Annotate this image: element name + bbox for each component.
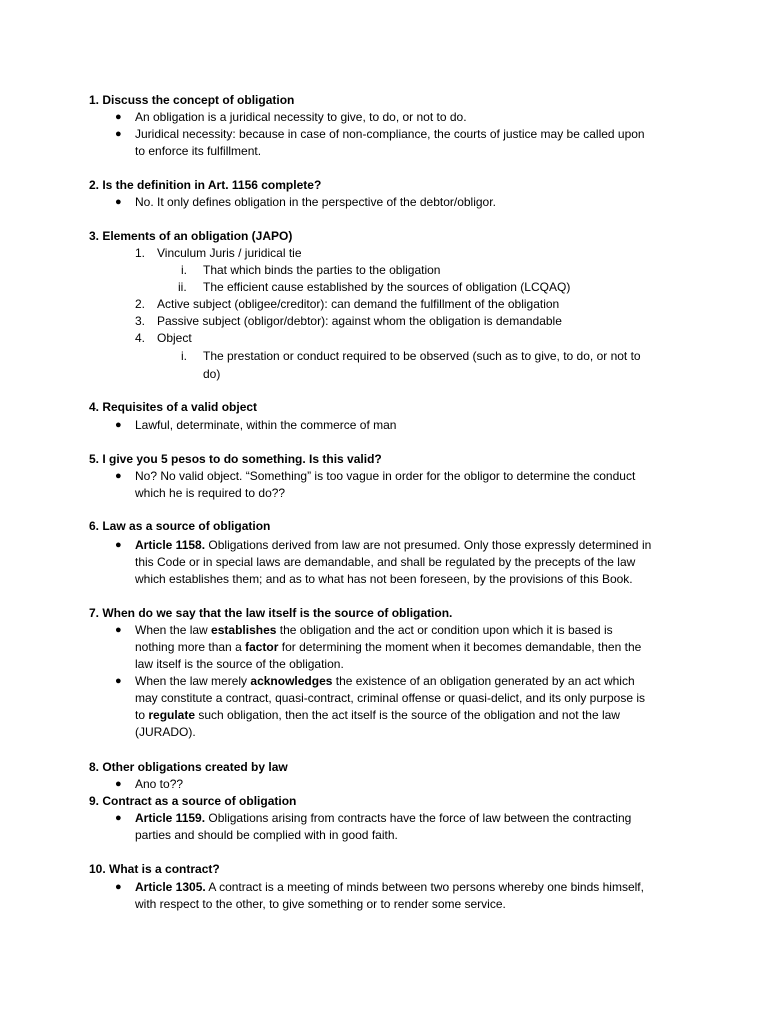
bold-term: acknowledges (250, 674, 333, 688)
text-run: to (135, 708, 149, 722)
s10-bullet-1-line-1 (135, 879, 644, 896)
bullet-icon: ● (115, 470, 122, 482)
s1-bullet-2-line-1: Juridical necessity: because in case of non-compliance, the courts of justice may be called upon (135, 127, 645, 141)
s1-bullet-2-line-2: to enforce its fulfillment. (135, 144, 262, 158)
list-roman: i. (181, 263, 187, 277)
s7-bullet-2-line-4: (JURADO). (135, 725, 196, 739)
bullet-icon: ● (115, 539, 122, 551)
list-number: 2. (135, 297, 146, 311)
bold-term: factor (245, 640, 279, 654)
s7-bullet-1-line-1 (135, 622, 613, 639)
heading-1: 1. Discuss the concept of obligation (89, 93, 295, 107)
heading-5: 5. I give you 5 pesos to do something. Is this valid? (89, 452, 382, 466)
heading-8: 8. Other obligations created by law (89, 760, 288, 774)
s6-bullet-1-line-2: this Code or in special laws are demandable, and shall be regulated by the precepts of the law (135, 555, 636, 569)
article-text: Obligations derived from law are not presumed. Only those expressly determined in (205, 538, 652, 552)
heading-6: 6. Law as a source of obligation (89, 519, 271, 533)
bold-term: establishes (211, 623, 277, 637)
heading-7: 7. When do we say that the law itself is the source of obligation. (89, 606, 453, 620)
article-label: Article 1158. (135, 538, 206, 552)
bullet-icon: ● (115, 675, 122, 687)
s1-bullet-1: An obligation is a juridical necessity to give, to do, or not to do. (135, 110, 467, 124)
s10-bullet-1-line-2: with respect to the other, to give something or to render some service. (135, 897, 506, 911)
s7-bullet-2-line-2: may constitute a contract, quasi-contract, criminal offense or quasi-delict, and its only purpose is (135, 691, 646, 705)
s9-bullet-1-line-1 (135, 810, 631, 827)
list-number: 4. (135, 331, 146, 345)
text-run: When the law merely (135, 674, 251, 688)
heading-2: 2. Is the definition in Art. 1156 complete? (89, 178, 322, 192)
s6-bullet-1-line-1 (135, 537, 651, 554)
text-run: nothing more than a (135, 640, 246, 654)
s3-item-3: Passive subject (obligor/debtor): against whom the obligation is demandable (157, 314, 562, 328)
list-roman: ii. (178, 280, 187, 294)
article-text: Obligations arising from contracts have the force of law between the contracting (205, 811, 632, 825)
s3-subitem-3-line-1: The prestation or conduct required to be observed (such as to give, to do, or not to (203, 349, 641, 363)
s6-bullet-1-line-3: which establishes them; and as to what has not been foreseen, by the provisions of this Book. (135, 572, 633, 586)
article-label: Article 1159. (135, 811, 206, 825)
list-number: 3. (135, 314, 146, 328)
s9-bullet-1-line-2: parties and should be complied with in good faith. (135, 828, 398, 842)
bold-term: regulate (148, 708, 196, 722)
bullet-icon: ● (115, 778, 122, 790)
bullet-icon: ● (115, 111, 122, 123)
bullet-icon: ● (115, 196, 122, 208)
text-run: for determining the moment when it becomes demandable, then the (278, 640, 642, 654)
s3-subitem-1: That which binds the parties to the obligation (203, 263, 441, 277)
bullet-icon: ● (115, 419, 122, 431)
s7-bullet-2-line-3 (135, 707, 620, 724)
article-text: A contract is a meeting of minds between two persons whereby one binds himself, (205, 880, 644, 894)
text-run: the existence of an obligation generated by an act which (332, 674, 635, 688)
text-run: such obligation, then the act itself is the source of the obligation and not the law (195, 708, 620, 722)
s3-item-2: Active subject (obligee/creditor): can demand the fulfillment of the obligation (157, 297, 560, 311)
heading-9: 9. Contract as a source of obligation (89, 794, 297, 808)
list-number: 1. (135, 246, 146, 260)
s5-bullet-1-line-2: which he is required to do?? (135, 486, 286, 500)
heading-4: 4. Requisites of a valid object (89, 400, 258, 414)
heading-3: 3. Elements of an obligation (JAPO) (89, 229, 293, 243)
s8-bullet-1: Ano to?? (135, 777, 184, 791)
s3-subitem-2: The efficient cause established by the sources of obligation (LCQAQ) (203, 280, 571, 294)
s4-bullet-1: Lawful, determinate, within the commerce of man (135, 418, 397, 432)
bullet-icon: ● (115, 128, 122, 140)
s7-bullet-1-line-2 (135, 639, 641, 656)
s7-bullet-1-line-3: law itself is the source of the obligation. (135, 657, 344, 671)
s3-item-1: Vinculum Juris / juridical tie (157, 246, 302, 260)
s2-bullet-1: No. It only defines obligation in the perspective of the debtor/obligor. (135, 195, 496, 209)
bullet-icon: ● (115, 881, 122, 893)
s7-bullet-2-line-1 (135, 673, 635, 690)
list-roman: i. (181, 349, 187, 363)
s3-subitem-3-line-2: do) (203, 367, 221, 381)
bullet-icon: ● (115, 812, 122, 824)
bullet-icon: ● (115, 624, 122, 636)
s5-bullet-1-line-1: No? No valid object. “Something” is too vague in order for the obligor to determine the conduct (135, 469, 636, 483)
text-run: When the law (135, 623, 212, 637)
heading-10: 10. What is a contract? (89, 862, 220, 876)
s3-item-4: Object (157, 331, 192, 345)
article-label: Article 1305. (135, 880, 206, 894)
text-run: the obligation and the act or condition upon which it is based is (276, 623, 613, 637)
